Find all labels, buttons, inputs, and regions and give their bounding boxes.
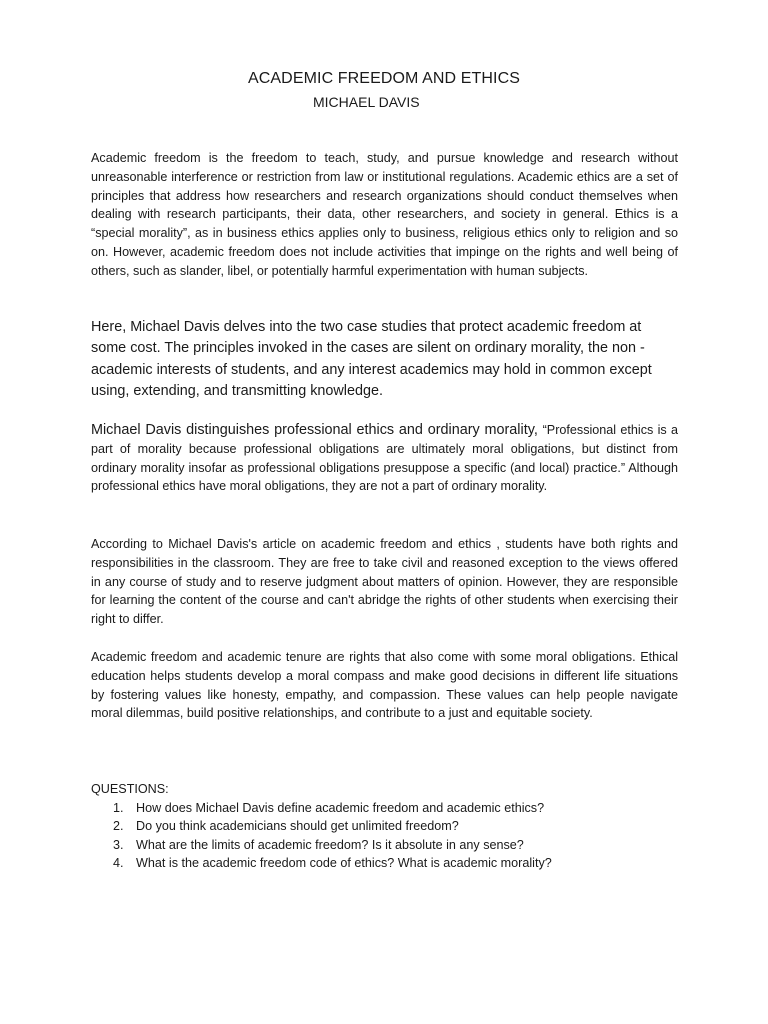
document-author: MICHAEL DAVIS [313,94,420,110]
questions-list [91,799,678,873]
question-text: What are the limits of academic freedom? Is it absolute in any sense? [136,837,524,852]
question-number: 3. [113,837,124,852]
paragraph-definitions: Academic freedom is the freedom to teach, study, and pursue knowledge and research without unreasonable interference or restriction from law or institutional regulations. Academic ethics are a set of principles that address how researchers and research organizations should conduct themselves when dealing with research participants, their data, other researchers, and society in general. Ethics is a “special morality”, as in business ethics applies only to business, religious ethics only to religion and so on. However, academic freedom does not include activities that impinge on the rights and well being of others, such as slander, libel, or potentially harmful experimentation with human subjects. [91,151,678,278]
paragraph-professional-ethics [91,421,678,496]
paragraph-student-rights: According to Michael Davis's article on academic freedom and ethics , students have both rights and responsibilities in the classroom. They are free to take civil and reasoned exception to the views offered in any course of study and to reserve judgment about matters of opinion. However, they are responsible for learning the content of the course and can't abridge the rights of other students when exercising their right to differ. [91,537,678,627]
question-number: 2. [113,819,124,834]
question-number: 4. [113,856,124,871]
question-item [91,854,678,873]
questions-section [91,780,678,873]
paragraph-professional-ethics-quote: “Professional ethics is a part of morality because professional obligations are ultimately moral obligations, but distinct from ordinary morality insofar as professional obligations presuppose a specific (and local) practice.” Although professional ethics have moral obligations, they are not a part of ordinary morality. [91,423,678,494]
questions-heading: QUESTIONS: [91,782,169,796]
question-text: What is the academic freedom code of ethics? What is academic morality? [136,856,552,871]
paragraph-professional-ethics-lead: Michael Davis distinguishes professional ethics and ordinary morality, [91,422,543,438]
question-item [91,836,678,855]
question-number: 1. [113,800,124,815]
question-text: How does Michael Davis define academic freedom and academic ethics? [136,800,545,815]
question-text: Do you think academicians should get unlimited freedom? [136,819,459,834]
paragraph-moral-obligations: Academic freedom and academic tenure are rights that also come with some moral obligations. Ethical education helps students develop a moral compass and make good decisions in different life situations by fostering values like honesty, empathy, and compassion. These values can help people navigate moral dilemmas, build positive relationships, and contribute to a just and equitable society. [91,650,678,721]
paragraph-case-studies: Here, Michael Davis delves into the two case studies that protect academic freedom at some cost. The principles invoked in the cases are silent on ordinary morality, the non - academic interests of students, and any interest academics may hold in common except using, extending, and transmitting knowledge. [91,319,652,400]
question-item [91,817,678,836]
document-title: ACADEMIC FREEDOM AND ETHICS [247,70,521,87]
question-item [91,799,678,818]
